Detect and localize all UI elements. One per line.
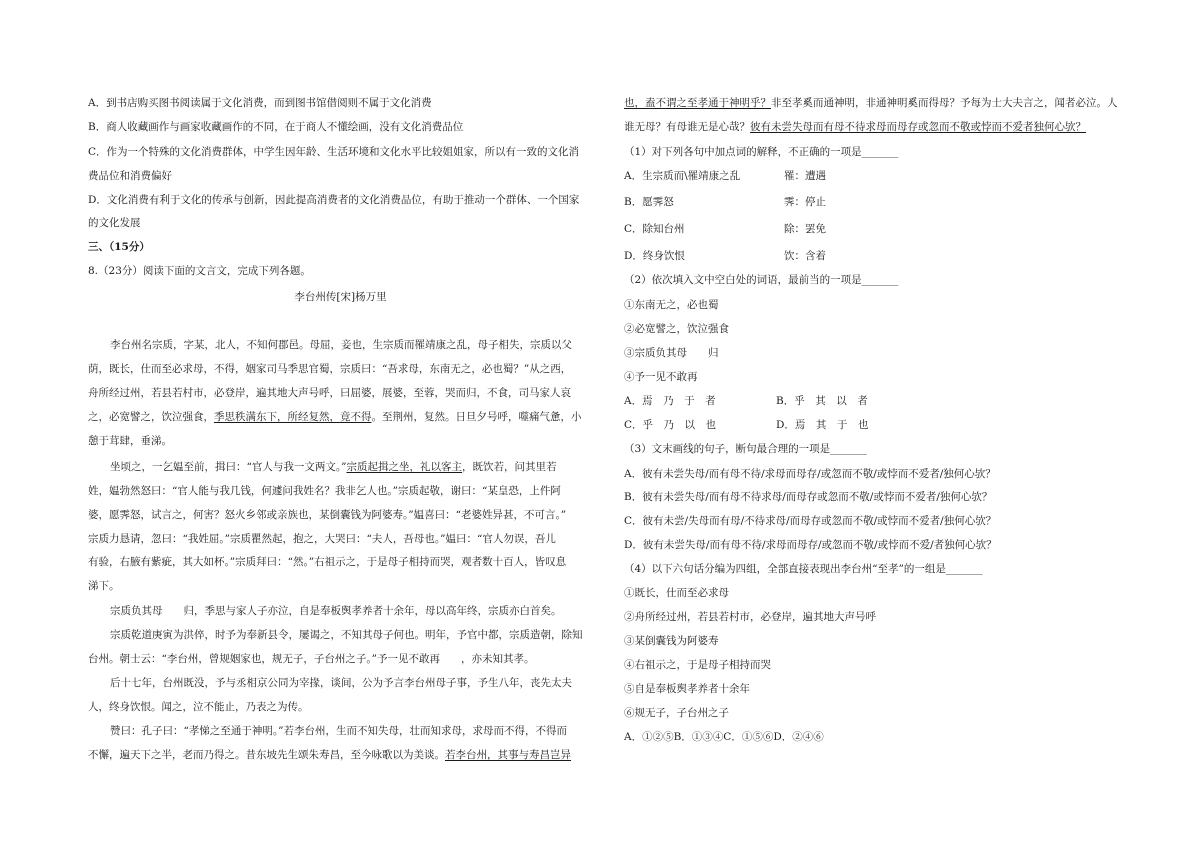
q1-option [624,195,826,209]
passage-text: 不懈，遍天下之半，老而乃得之。昔东坡先生颂朱寿昌，至今咏歌以为美谈。 [88,749,445,761]
q3-option: B．彼有未尝失母/而有母不待求母/而母存或忽而不敬/或悖而不爱者/独何心欤？ [624,491,993,503]
q7-option-d-cont: 的文化发展 [88,217,141,229]
q3-stem: （3）文末画线的句子，断句最合理的一项是_______ [624,443,867,455]
underlined-sentence: 若李台州，其事与寿昌岂异 [445,749,571,761]
passage-line: 宗质负其母 归，季思与家人子亦泣，自是奉板舆孝养者十余年，母以高年终，宗质亦白首矣。 [110,605,562,617]
q4-item: ④右祖示之，于是母子相持而哭 [624,659,771,671]
q4-item: ①既长，仕而至必求母 [624,587,729,599]
q2-options-row [624,394,868,408]
passage-line: 人，终身饮恨。闻之，泣不能止，乃表之为传。 [88,701,309,713]
passage-line: 姓，媪勃然怒曰：“官人能与我几钱，何遽问我姓名？我非乞人也。”宗质起敬，谢曰：“某皇恐，上件阿 [88,485,561,497]
q2-stem: （2）依次填入文中空白处的词语，最前当的一项是_______ [624,274,899,286]
q7-option-b: B．商人收藏画作与画家收藏画作的不同，在于商人不懂绘画，没有文化消费品位 [88,121,464,133]
q1-option-gloss: 除：罢免 [784,223,826,235]
underlined-sentence: 也，盍不谓之至孝通于神明乎？ [624,97,771,109]
q7-option-c: C．作为一个特殊的文化消费群体，中学生因年龄、生活环境和文化水平比较姐姐家，所以有一致的文化消 [88,146,580,158]
passage-text: 非至孝奚而通神明，非通神明奚而得母？予每为士大夫言之，闻者必泣。人 [771,97,1118,109]
q1-option [624,169,826,183]
q3-option: C．彼有未尝/失母而有母/不待求母/而母存或忽而不敬/或悖而不爱者/独何心欤？ [624,515,997,527]
q1-option-gloss: 罹：遭遇 [784,170,826,182]
q2-item: ④予一见不敢再 [624,371,698,383]
q1-option-phrase: A．生宗质而\罹靖康之乱 [624,170,741,182]
q2-option-c: C．乎 乃 以 也 [624,419,717,431]
q8-stem: 8.（23分）阅读下面的文言文，完成下列各题。 [88,265,311,277]
q4-item: ⑤自是奉板舆孝养者十余年 [624,683,750,695]
passage-line: 有验，右腋有紫疵，其大如杯。”宗质拜曰：“然。”右祖示之，于是母子相持而哭，观者数十百人，皆叹息 [88,556,567,568]
passage-text: 谁无母？有母谁无是心哉？ [624,121,750,133]
passage-line: 宗质乾道庚寅为洪倅，时予为奉新县令，屡谒之，不知其母子何也。明年，予官中都，宗质造朝，除知 [110,629,583,641]
underlined-sentence: 彼有未尝失母而有母不待求母而母存或忽而不敬或悖而不爱者独何心欤？ [750,121,1086,133]
q4-item: ③某倒囊钱为阿婆寿 [624,635,719,647]
passage-line [110,460,557,474]
q2-item: ②必宽譬之，饮泣强食 [624,323,729,335]
passage-line: 荫，既长，仕而至必求母，不得，姻家司马季思官蜀，宗质曰：“吾求母，东南无之，必也蜀？”从之西， [88,363,572,375]
passage-line [624,96,1118,110]
passage-line: 憩于茸肆，垂涕。 [88,435,172,447]
passage-line [624,120,1086,134]
passage-text: 坐顷之，一乞媪至前，揖曰：“官人与我一文两文。” [110,461,347,473]
q4-stem: （4）以下六句话分编为四组，全部直接表现出李台州“至孝”的一组是_______ [624,563,983,575]
q1-option-gloss: 饮：含着 [784,250,826,262]
q4-item: ②舟所经过州，若县若村市，必登岸，遍其地大声号呼 [624,611,876,623]
q7-option-c-cont: 费品位和消费偏好 [88,170,172,182]
q1-option [624,222,826,236]
q2-options-row [624,418,868,432]
passage-line: 涕下。 [88,580,120,592]
q2-item: ③宗质负其母 归 [624,347,719,359]
q3-option: D．彼有未尝失母/而有母不待/求母而母存/或忽而不敬/或悖而不爱/者独何心欤？ [624,539,997,551]
passage-line: 台州。朝士云：“李台州，曾规姻家也，规无子，子台州之子。”予一见不敢再 ，亦未知其孝。 [88,653,535,665]
q7-option-a: A．到书店购买图书阅读属于文化消费，而到图书馆借阅则不属于文化消费 [88,97,432,109]
passage-title: 李台州传[宋]杨万里 [294,291,387,303]
q2-option-d: D．焉 其 于 也 [776,419,869,431]
passage-line: 后十七年，台州既没，予与丞相京公同为宰掾，谈间，公为予言李台州母子事，予生八年，丧先太夫 [110,677,572,689]
passage-text: 。至荆州，复然。日旦夕号呼，噬痛气惫，小 [371,411,582,423]
q4-item: ⑥规无子，子台州之子 [624,707,729,719]
section-heading: 三、（15分） [88,241,150,253]
q1-option-phrase: C．除知台州 [624,223,685,235]
q1-option-phrase: B．愿霁怒 [624,196,674,208]
passage-line [88,748,571,762]
q2-item: ①东南无之，必也蜀 [624,299,719,311]
q1-option [624,249,826,263]
passage-line: 婆，愿霁怒，试言之，何害？怒火乡邻或亲族也，某倒囊钱为阿婆寿。”媪喜曰：“老婆姓异甚，不可言。” [88,509,567,521]
passage-line: 宗质力恳请，忽曰：“我姓屈。”宗质瞿然起，抱之，大哭曰：“夫人，吾母也。”媪曰：“官人勿误，吾儿 [88,533,556,545]
passage-line [88,410,582,424]
passage-line: 李台州名宗质，字某，北人，不知何郡邑。母屈，妾也，生宗质而罹靖康之乱，母子相失，宗质以父 [110,339,572,351]
underlined-sentence: 宗质起揖之坐，礼以客主 [346,461,462,473]
q2-option-a: A．焉 乃 于 者 [624,395,716,407]
q3-option: A．彼有未尝失母/而有母不待/求母而母存/或忽而不敬/或悖而不爱者/独何心欤？ [624,468,996,480]
passage-text: 之，必宽譬之，饮泣强食， [88,411,214,423]
q1-option-phrase: D．终身饮恨 [624,250,685,262]
passage-text: ，既饮若，问其里若 [462,461,557,473]
q7-option-d: D．文化消费有利于文化的传承与创新，因此提高消费者的文化消费品位，有助于推动一个群体、一个国家 [88,194,580,206]
underlined-sentence: 季思秩满东下，所经复然，竟不得 [214,411,372,423]
q4-answer-options: A．①②⑤B．①③④C．①⑤⑥D．②④⑥ [624,731,824,743]
passage-line: 赞曰：孔子曰：“孝悌之至通于神明。”若李台州，生而不知失母，壮而知求母，求母而不得，不得而 [110,725,567,737]
q1-stem: （1）对下列各句中加点词的解释，不正确的一项是_______ [624,146,899,158]
passage-line: 舟所经过州，若县若村市，必登岸，遍其地大声号呼，曰屈婆，展婆，至蓉，哭而归，不食，司马家人哀 [88,387,571,399]
q2-option-b: B．乎 其 以 者 [776,395,868,407]
q1-option-gloss: 霁：停止 [784,196,826,208]
